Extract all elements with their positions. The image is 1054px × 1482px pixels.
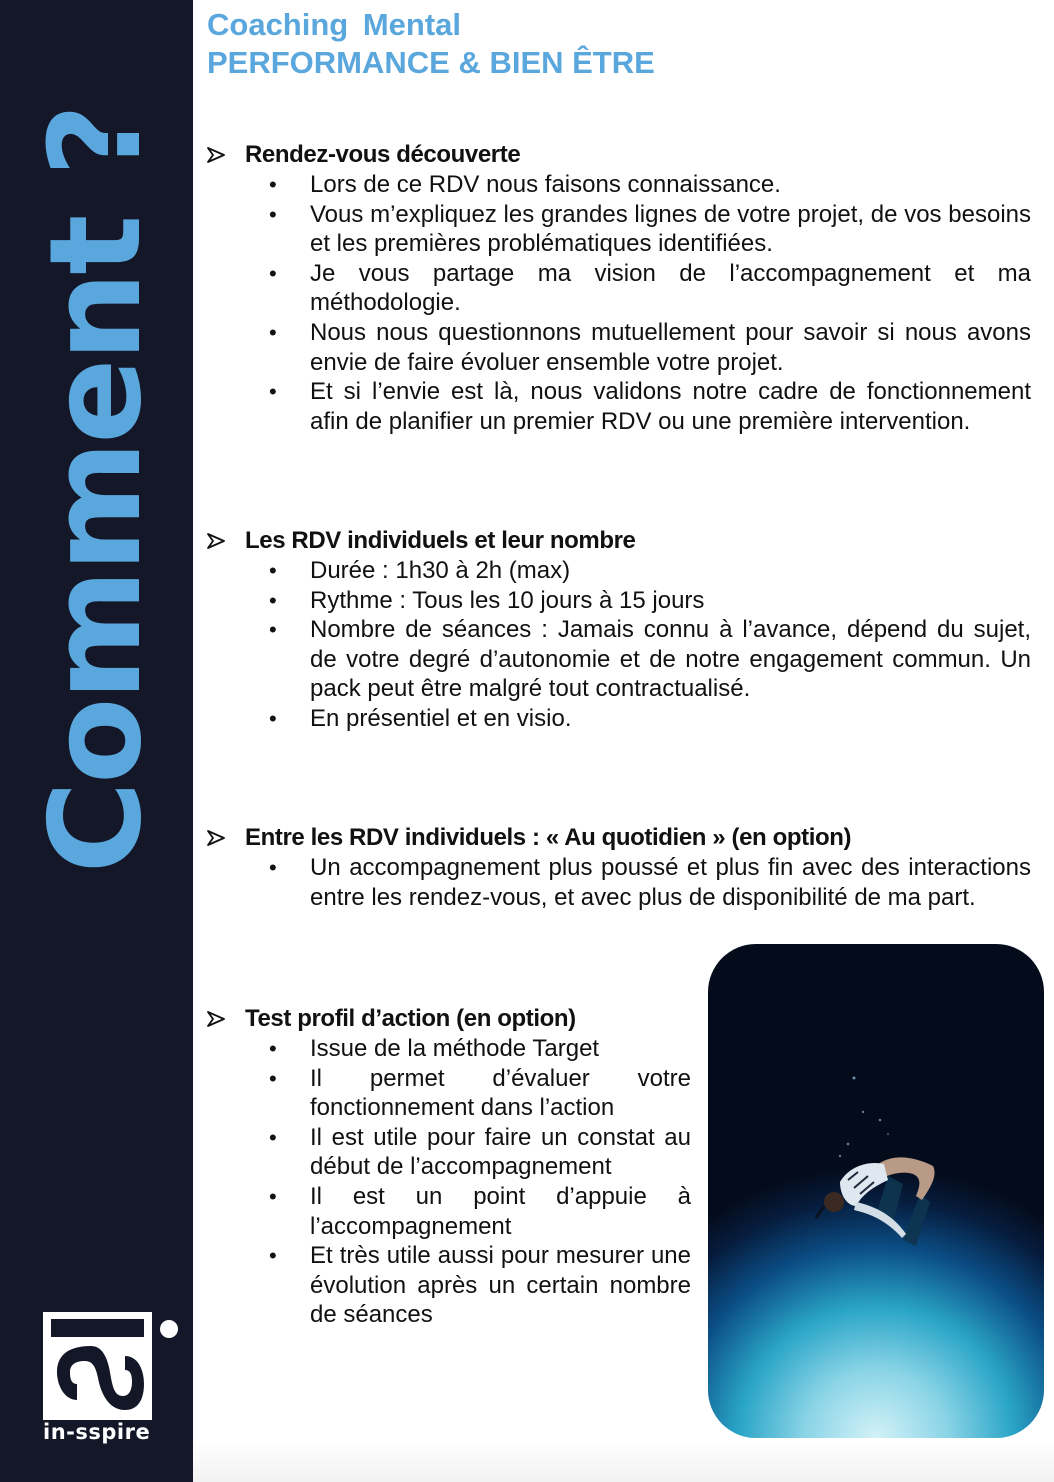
list-item: • Un accompagnement plus poussé et plus fin avec des interactions entre les rendez-vous, et avec plus de disponibilité de ma part. bbox=[269, 854, 1031, 911]
section-title: Entre les RDV individuels : « Au quotidien » (en option) bbox=[245, 824, 852, 851]
list-item: • Et très utile aussi pour mesurer une évolution après un certain nombre de séances bbox=[269, 1242, 691, 1329]
list-item: • Il est utile pour faire un constat au début de l’accompagnement bbox=[269, 1123, 691, 1181]
bullet-icon: • bbox=[269, 172, 277, 197]
sidebar bbox=[0, 0, 193, 1482]
bullet-icon: • bbox=[269, 1183, 277, 1209]
list-item: • En présentiel et en visio. bbox=[269, 704, 572, 732]
list-item: • Rythme : Tous les 10 jours à 15 jours bbox=[269, 586, 705, 614]
arrow-bullet-icon bbox=[207, 147, 245, 163]
section-rdv-individuels bbox=[207, 526, 1031, 734]
in-sspire-logo bbox=[43, 1312, 183, 1452]
arrow-bullet-icon bbox=[207, 1011, 245, 1027]
freediver-icon bbox=[708, 944, 1044, 1438]
bullet-icon: • bbox=[269, 379, 277, 405]
bullet-icon: • bbox=[269, 558, 277, 583]
bullet-icon: • bbox=[269, 617, 277, 643]
underwater-freediver-photo bbox=[708, 944, 1044, 1438]
list-item: • Vous m’expliquez les grandes lignes de votre projet, de vos besoins et les premières problématiques identifiées. bbox=[269, 200, 1031, 258]
section-au-quotidien bbox=[207, 823, 1031, 912]
list-item: • Nombre de séances : Jamais connu à l’avance, dépend du sujet, de votre degré d’autonomie et de notre engagement commun. Un pack peut être malgré tout contractualisé. bbox=[269, 616, 1031, 703]
list-item: • Nous nous questionnons mutuellement pour savoir si nous avons envie de faire évoluer ensemble votre projet. bbox=[269, 318, 1031, 376]
list-item: • Il permet d’évaluer votre fonctionnement dans l’action bbox=[269, 1064, 691, 1122]
section-rendez-vous-decouverte bbox=[207, 140, 1031, 436]
section-title: Rendez-vous découverte bbox=[245, 141, 521, 168]
bullet-icon: • bbox=[269, 587, 277, 613]
list-item: • Je vous partage ma vision de l’accompagnement et ma méthodologie. bbox=[269, 259, 1031, 317]
logo-text: in-sspire bbox=[43, 1420, 151, 1444]
bullet-icon: • bbox=[269, 1065, 277, 1091]
bullet-icon: • bbox=[269, 1036, 277, 1061]
logo-mark bbox=[43, 1312, 152, 1420]
page-header bbox=[207, 6, 655, 82]
bullet-icon: • bbox=[269, 201, 277, 227]
list-item: • Il est un point d’appuie à l’accompagnement bbox=[269, 1182, 691, 1240]
list-item: • Durée : 1h30 à 2h (max) bbox=[269, 557, 571, 584]
page-bottom-edge bbox=[193, 1440, 1054, 1482]
bullet-icon: • bbox=[269, 319, 277, 345]
list-item: • Lors de ce RDV nous faisons connaissance. bbox=[269, 171, 781, 198]
bullet-icon: • bbox=[269, 705, 277, 731]
vertical-title: Comment ? bbox=[22, 106, 169, 874]
header-subtitle: PERFORMANCE & BIEN ÊTRE bbox=[207, 45, 655, 80]
header-title: Coaching Mental bbox=[207, 7, 462, 42]
arrow-bullet-icon bbox=[207, 830, 245, 846]
bullet-icon: • bbox=[269, 855, 277, 880]
list-item: • Et si l’envie est là, nous validons notre cadre de fonctionnement afin de planifier un premier RDV ou une première intervention. bbox=[269, 378, 1031, 435]
section-test-profil-action bbox=[207, 1004, 691, 1330]
logo-s-icon bbox=[43, 1312, 152, 1420]
section-title: Les RDV individuels et leur nombre bbox=[245, 527, 636, 554]
bullet-icon: • bbox=[269, 1243, 277, 1269]
arrow-bullet-icon bbox=[207, 533, 245, 549]
list-item: • Issue de la méthode Target bbox=[269, 1035, 600, 1062]
section-title: Test profil d’action (en option) bbox=[245, 1005, 576, 1032]
logo-dot bbox=[160, 1320, 178, 1338]
bullet-icon: • bbox=[269, 260, 277, 286]
bullet-icon: • bbox=[269, 1124, 277, 1150]
